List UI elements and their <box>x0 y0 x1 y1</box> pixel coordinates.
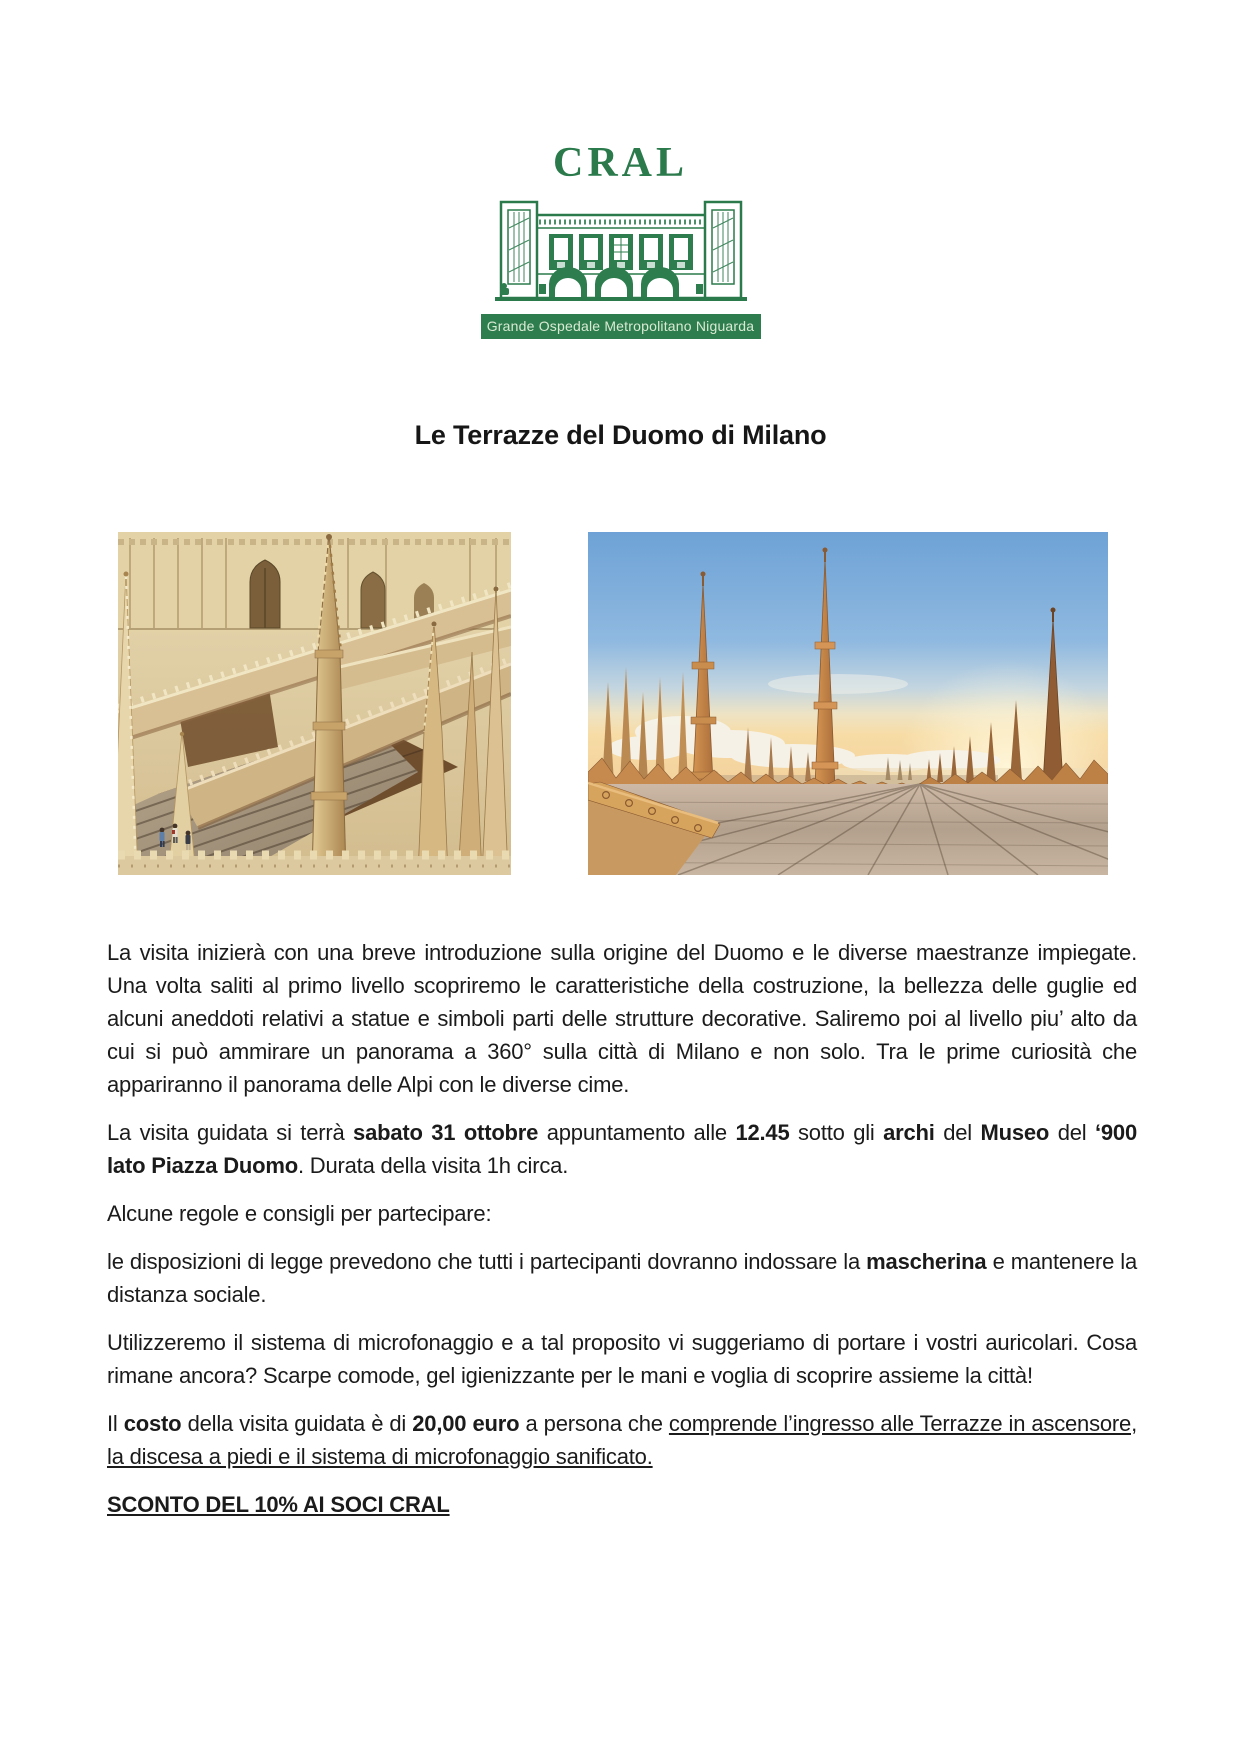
cral-logo <box>0 142 1241 339</box>
text-run: . Durata della visita 1h circa. <box>297 1153 569 1178</box>
photo-row <box>118 532 1108 875</box>
text-run: 20,00 euro <box>412 1411 520 1436</box>
text-run: comprende l’ingresso alle Terrazze in ascensore, la discesa a piedi e il sistema di microfonaggio sanificato. <box>107 1411 1137 1469</box>
logo-banner: Grande Ospedale Metropolitano Niguarda <box>481 314 761 339</box>
text-run: appuntamento alle <box>538 1120 736 1145</box>
text-run: La visita inizierà con una breve introduzione sulla origine del Duomo e le diverse maestranze impiegate. Una volta saliti al primo livello scopriremo le caratteristiche della costruzione, la bellezza delle guglie ed alcuni aneddoti relativi a statue e simboli parti delle strutture decorative. Saliremo poi al livello piu’ alto da cui si può ammirare un panorama a 360° sulla città di Milano e non solo. Tra le prime curiosità che appariranno il panorama delle Alpi con le diverse cime. <box>107 940 1137 1097</box>
text-run: le disposizioni di legge prevedono che tutti i partecipanti dovranno indossare la <box>107 1249 867 1274</box>
text-run: sabato 31 ottobre <box>353 1120 539 1145</box>
paragraph <box>107 936 1137 1101</box>
text-run: Alcune regole e consigli per partecipare: <box>107 1201 492 1226</box>
paragraph <box>107 1245 1137 1311</box>
text-run: SCONTO DEL 10% AI SOCI CRAL <box>107 1492 450 1517</box>
hospital-building-icon <box>491 188 751 306</box>
text-run: 12.45 <box>735 1120 790 1145</box>
document-body <box>107 936 1137 1536</box>
text-run: Il <box>107 1411 124 1436</box>
text-run: La visita guidata si terrà <box>107 1120 354 1145</box>
text-run: del <box>934 1120 981 1145</box>
page-title: Le Terrazze del Duomo di Milano <box>414 420 827 450</box>
text-run: del <box>1049 1120 1095 1145</box>
cral-wordmark: CRAL <box>552 140 688 186</box>
paragraph <box>107 1488 1137 1521</box>
paragraph <box>107 1326 1137 1392</box>
photo-duomo-rooftop-panorama <box>588 532 1108 875</box>
text-run: sotto gli <box>789 1120 884 1145</box>
text-run: Utilizzeremo il sistema di microfonaggio e a tal proposito vi suggeriamo di portare i vostri auricolari. Cosa rimane ancora? Scarpe comode, gel igienizzante per le mani e voglia di scoprire assieme la città! <box>107 1330 1137 1388</box>
text-run: archi <box>883 1120 935 1145</box>
text-run: costo <box>123 1411 182 1436</box>
paragraph <box>107 1407 1137 1473</box>
text-run: e mantenere la distanza sociale. <box>107 1249 1137 1307</box>
text-run: mascherina <box>866 1249 987 1274</box>
text-run: ‘900 lato Piazza Duomo <box>107 1120 1137 1178</box>
text-run: della visita guidata è di <box>181 1411 413 1436</box>
paragraph <box>107 1197 1137 1230</box>
photo-duomo-terraces-aerial <box>118 532 511 875</box>
text-run: a persona che <box>519 1411 669 1436</box>
paragraph <box>107 1116 1137 1182</box>
text-run: Museo <box>980 1120 1050 1145</box>
